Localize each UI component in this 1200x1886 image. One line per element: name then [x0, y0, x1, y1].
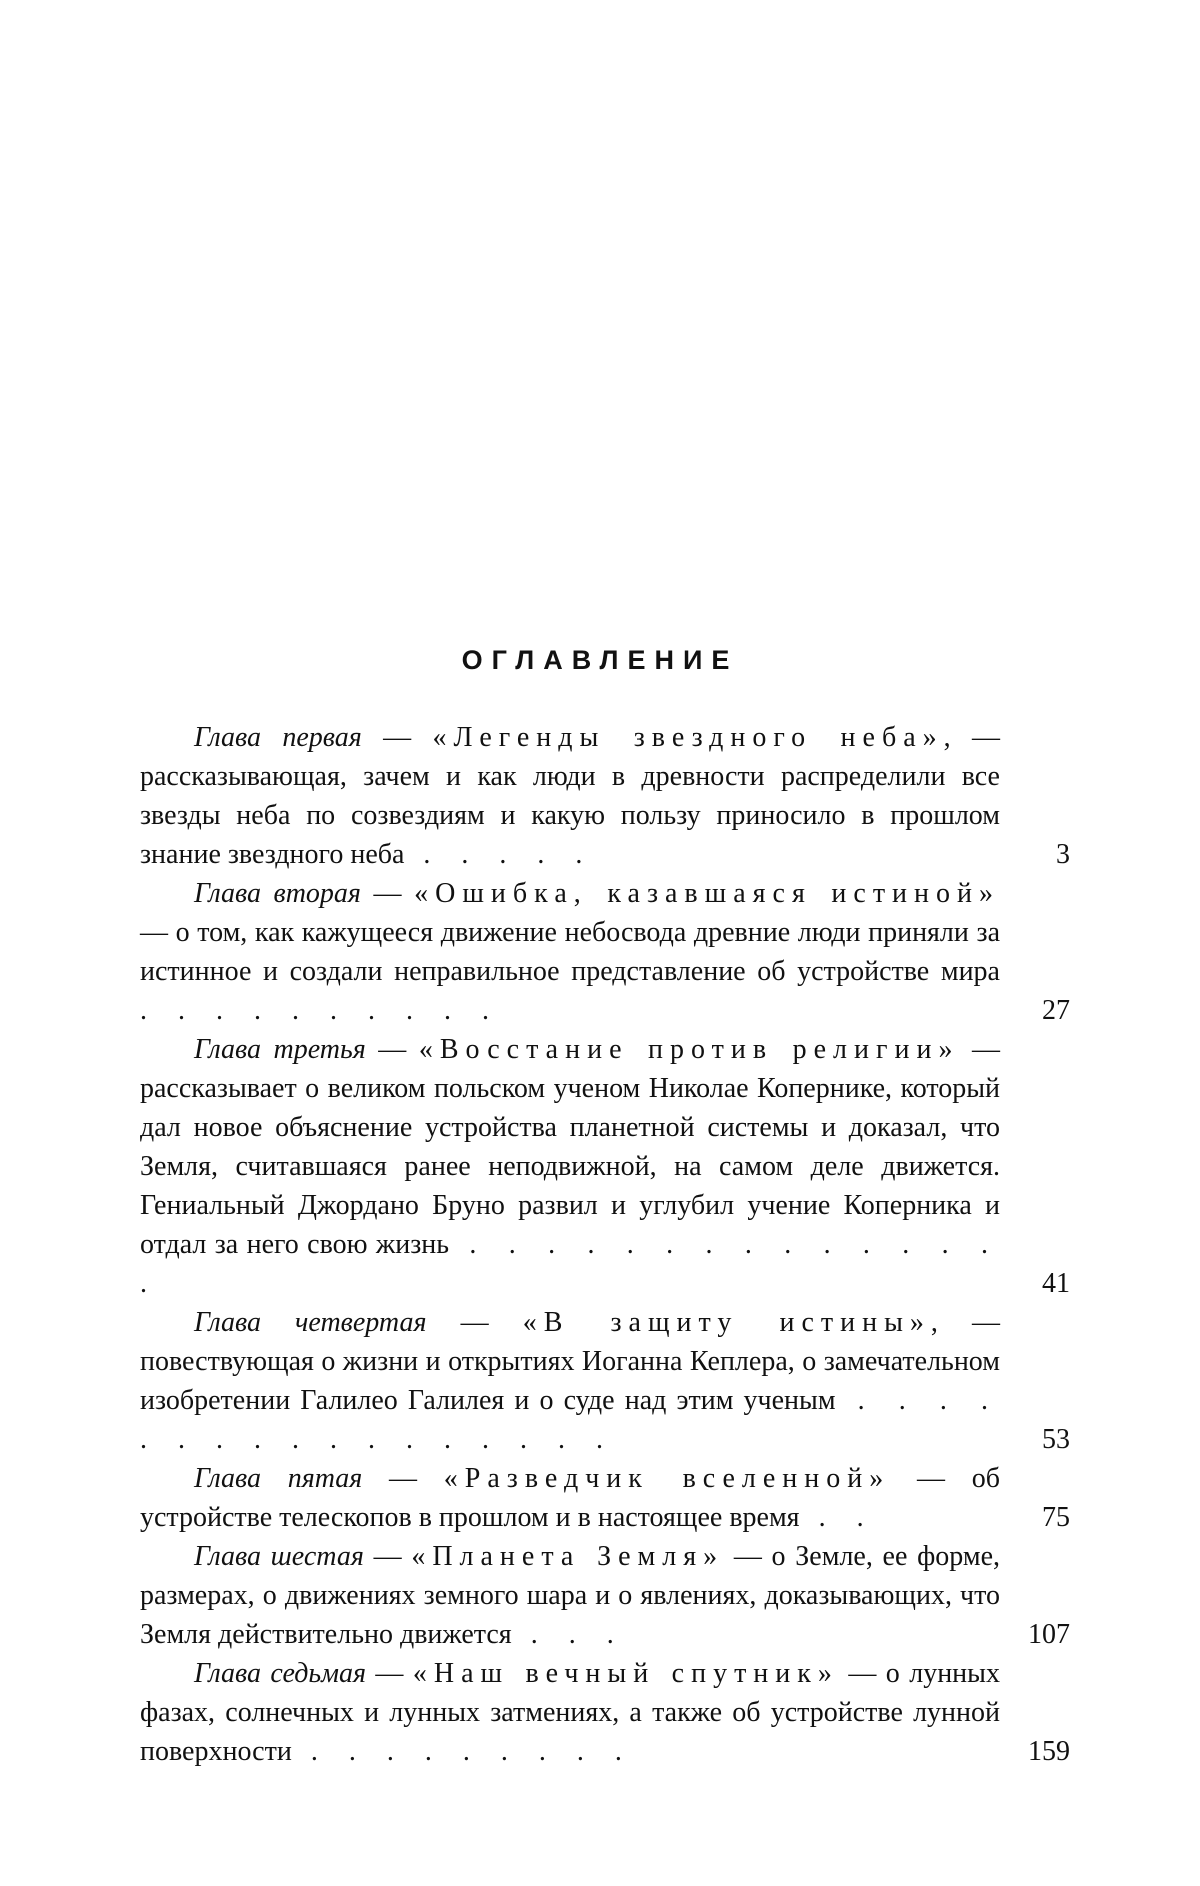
toc-entry-text: [140, 1303, 1000, 1459]
page-number: 3: [1056, 839, 1070, 870]
chapter-description: — о лунных фазах, солнечных и лунных затмениях, а также об устройстве лунной поверхности: [140, 1658, 1000, 1767]
chapter-label: Глава первая: [194, 722, 362, 753]
toc-entry-1: [140, 718, 1070, 874]
toc-entry-text: [140, 718, 1000, 874]
page-number: 107: [1028, 1619, 1070, 1650]
toc-entry-text: [140, 874, 1000, 1030]
toc-entry-text: [140, 1654, 1000, 1771]
toc-entry-text: [140, 1030, 1000, 1303]
chapter-heading: «В защиту истины»: [522, 1307, 931, 1338]
chapter-label: Глава седьмая: [194, 1658, 366, 1689]
toc-entry-6: [140, 1537, 1070, 1654]
chapter-label: Глава третья: [194, 1034, 366, 1065]
chapter-description: — рассказывает о великом польском ученом Николае Копернике, который дал новое объяснение устройства планетной системы и доказал, что Земля, считавшаяся ранее неподвижной, на самом деле движется. Гениальный Джордано Бруно развил и углубил учение Коперника и отдал за него свою жизнь: [140, 1034, 1001, 1260]
dash: —: [361, 722, 433, 753]
chapter-description: — об устройстве телескопов в прошлом и в настоящее время: [140, 1463, 1000, 1533]
chapter-heading: «Легенды звездного неба»: [432, 722, 944, 753]
toc-entry-3: [140, 1030, 1070, 1303]
page-number: 159: [1028, 1736, 1070, 1767]
dot-leader: . .: [799, 1502, 876, 1533]
dash: —: [362, 1463, 444, 1494]
chapter-description: — о Земле, ее форме, размерах, о движениях земного шара и о явлениях, доказывающих, что Земля действительно движется: [140, 1541, 1000, 1650]
toc-entry-4: [140, 1303, 1070, 1459]
chapter-heading: «Наш вечный спутник»: [412, 1658, 839, 1689]
page-number: 41: [1042, 1268, 1070, 1299]
dot-leader: . . . . . . . . . . . . . . .: [140, 1229, 1001, 1299]
chapter-heading: «Ошибка, казавшаяся истиной»: [414, 878, 1001, 909]
chapter-heading: «Планета Земля»: [411, 1541, 725, 1572]
dash: —: [360, 878, 415, 909]
chapter-description: — о том, как кажущееся движение небосвода древние люди приняли за истинное и создали неправильное представление об устройстве мира: [140, 917, 1000, 987]
dot-leader: . . . . . . . . .: [291, 1736, 634, 1767]
dot-leader: . . . . .: [404, 839, 595, 870]
chapter-heading: «Восстание против религии»: [418, 1034, 960, 1065]
chapter-description: , — повествующая о жизни и открытиях Иоганна Кеплера, о замечательном изобретении Галилео Галилея и о суде над этим ученым: [140, 1307, 1001, 1416]
dash: —: [365, 1658, 413, 1689]
chapter-label: Глава шестая: [194, 1541, 364, 1572]
chapter-description: , — рассказывающая, зачем и как люди в древности распределили все звезды неба по созвездиям и какую пользу приносило в прошлом знание звездного неба: [140, 722, 1001, 870]
dot-leader: . . . . . . . . . .: [140, 995, 501, 1026]
dash: —: [365, 1034, 419, 1065]
toc-entry-5: [140, 1459, 1070, 1537]
dash: —: [363, 1541, 412, 1572]
toc-title: ОГЛАВЛЕНИЕ: [461, 645, 739, 675]
chapter-heading: «Разведчик вселенной»: [443, 1463, 891, 1494]
chapter-label: Глава пятая: [194, 1463, 363, 1494]
toc-entry-text: [140, 1537, 1000, 1654]
page-number: 75: [1042, 1502, 1070, 1533]
toc-entry-text: [140, 1459, 1000, 1537]
page-number: 27: [1042, 995, 1070, 1026]
table-of-contents: [140, 718, 1070, 1771]
chapter-label: Глава вторая: [194, 878, 361, 909]
dash: —: [426, 1307, 523, 1338]
page-number: 53: [1042, 1424, 1070, 1455]
chapter-label: Глава четвертая: [194, 1307, 427, 1338]
dot-leader: . . .: [511, 1619, 626, 1650]
toc-entry-7: [140, 1654, 1070, 1771]
toc-entry-2: [140, 874, 1070, 1030]
dot-leader: . . . . . . . . . . . . . . . . .: [140, 1385, 1000, 1455]
